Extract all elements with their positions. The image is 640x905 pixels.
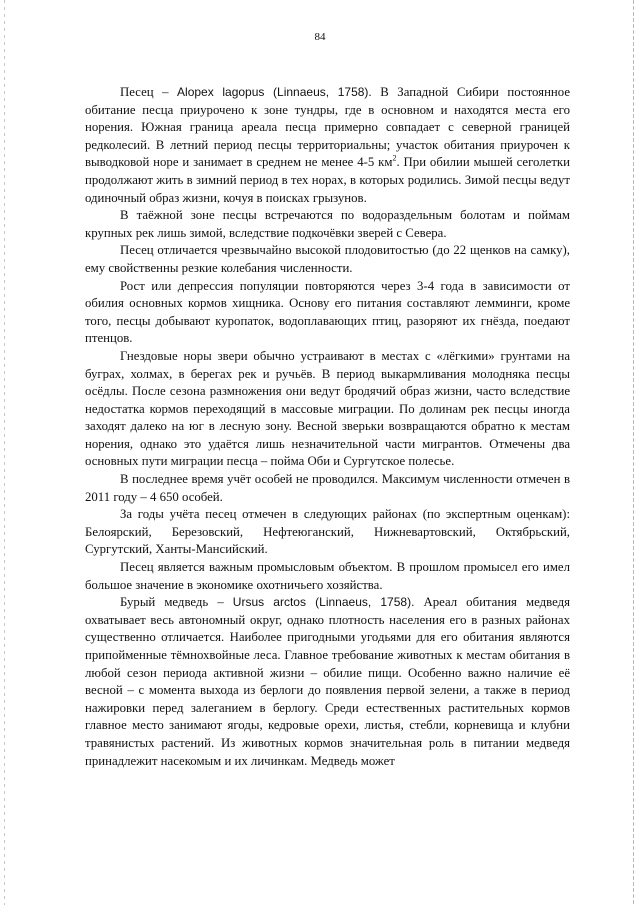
paragraph-arctic-fox-intro: Песец – Alopex lagopus (Linnaeus, 1758). В Западной Сибири постоянное обитание песца приурочено к зоне тундры, где в основном и находятся места его норения. Южная граница ареала песца примерно совпадает с северной границей редколесий. В летний период песцы территориальны; участок обитания приурочен к выводковой норе и занимает в среднем не менее 4-5 $км^2$. При обилии мышей сеголетки продолжают жить в зимний период в тех норах, в которых родились. Зимой песцы ведут одиночный образ жизни, кочуя в поисках грызунов.	[85, 85, 570, 205]
paragraph: Песец является важным промысловым объектом. В прошлом промысел его имел большое значение в экономике охотничьего хозяйства.	[85, 560, 570, 592]
paragraph: Песец отличается чрезвычайно высокой плодовитостью (до 22 щенков на самку), ему свойственны резкие колебания численности.	[85, 243, 570, 275]
scan-left-edge	[4, 0, 5, 905]
paragraph-brown-bear-intro: Бурый медведь – Ursus arctos (Linnaeus, 1758). Ареал обитания медведя охватывает весь автономный округ, однако плотность населения его в разных районах существенно отличается. Наиболее пригодными угодьями для его обитания являются припойменные тёмнохвойные леса. Главное требование животных к местам обитания в любой сезон периода активной жизни – обилие пищи. Особенно важно наличие её весной – с момента выхода из берлоги до появления первой зелени, а также в период нажировки перед залеганием в берлогу. Среди естественных растительных кормов главное место занимают ягоды, кедровые орехи, листья, стебли, корневища и клубни травянистых растений. Из животных кормов значительная роль в питании медведя принадлежит насекомым и их личинкам. Медведь может	[85, 595, 570, 768]
latin-name: Alopex lagopus (Linnaeus, 1758).	[177, 85, 372, 99]
scan-right-edge	[633, 0, 634, 905]
superscript: 2	[392, 154, 397, 164]
paragraph: В последнее время учёт особей не проводился. Максимум численности отмечен в 2011 году – 4 650 особей.	[85, 472, 570, 504]
paragraph: Рост или депрессия популяции повторяются через 3-4 года в зависимости от обилия основных кормов хищника. Основу его питания составляют лемминги, кроме того, песцы добывают куропаток, водоплавающих птиц, разоряют их гнёзда, поедают птенцов.	[85, 278, 570, 346]
document-body	[85, 84, 570, 770]
paragraph: Гнездовые норы звери обычно устраивают в местах с «лёгкими» грунтами на буграх, холмах, в берегах рек и ручьёв. В период выкармливания молодняка песцы осёдлы. После сезона размножения они ведут бродячий образ жизни, часто вследствие недостатка кормов переходящий в массовые миграции. По долинам рек песцы иногда заходят далеко на юг в лесную зону. Весной зверьки возвращаются обратно к местам норения, однако это удаётся лишь незначительной части мигрантов. Отмечены два основных пути миграции песца – пойма Оби и Сургутское полесье.	[85, 348, 570, 469]
paragraph: За годы учёта песец отмечен в следующих районах (по экспертным оценкам): Белоярский, Березовский, Нефтеюганский, Нижневартовский, Октябрьский, Сургутский, Ханты-Мансийский.	[85, 507, 570, 557]
page-number: 84	[314, 31, 326, 43]
latin-name: Ursus arctos (Linnaeus, 1758).	[232, 595, 415, 610]
paragraph: В таёжной зоне песцы встречаются по водораздельным болотам и поймам крупных рек лишь зимой, вследствие подкочёвки зверей с Севера.	[85, 208, 570, 240]
